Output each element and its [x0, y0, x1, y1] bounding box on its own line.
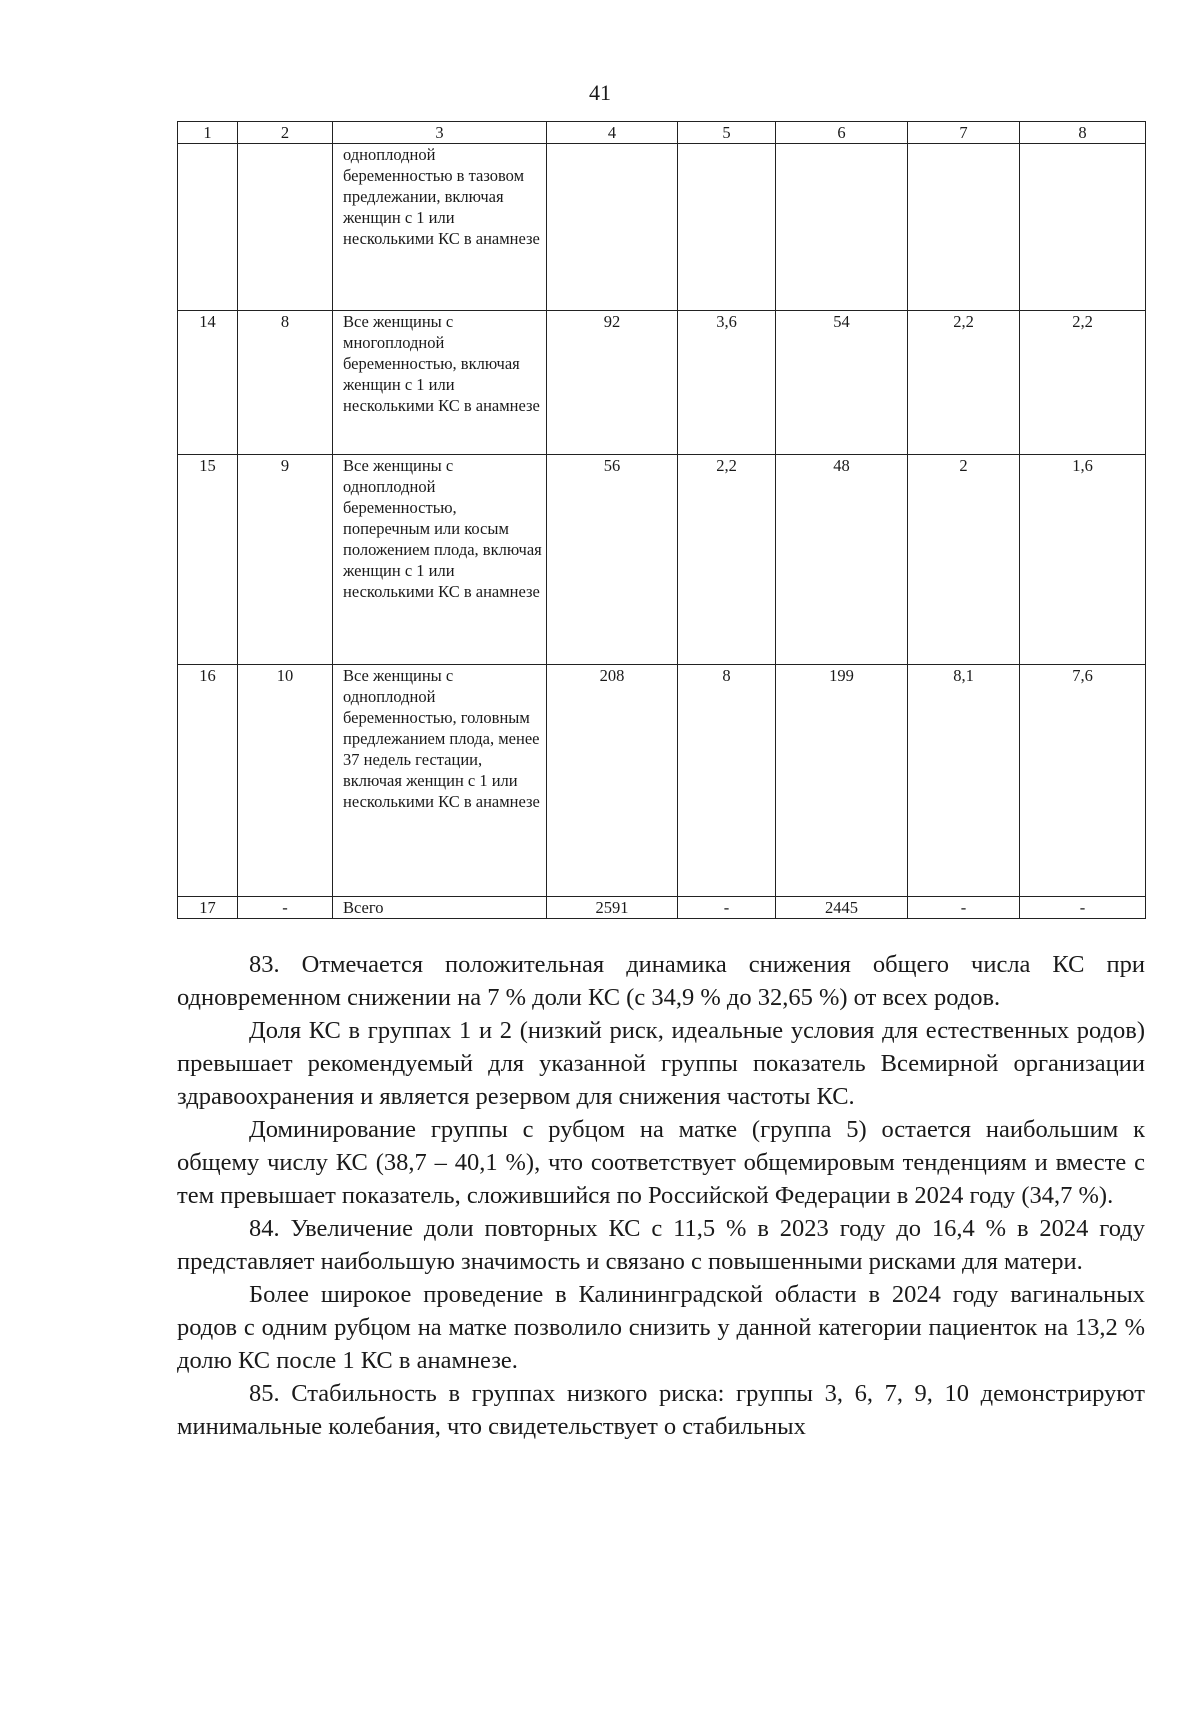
paragraph: 83. Отмечается положительная динамика снижения общего числа КС при одновременном снижении на 7 % доли КС (с 34,9 % до 32,65 %) от всех родов.	[177, 951, 1145, 1011]
cell-value: 54	[776, 311, 908, 455]
col-header-4: 4	[547, 122, 678, 144]
table-row	[178, 144, 1146, 311]
cell-value: 2591	[547, 897, 678, 919]
cell-group-description: одноплодной беременностью в тазовом предлежании, включая женщин с 1 или несколькими КС в анамнезе	[333, 144, 547, 311]
cell-value: -	[908, 897, 1020, 919]
statistics-table	[177, 121, 1146, 919]
paragraph: Доля КС в группах 1 и 2 (низкий риск, идеальные условия для естественных родов) превышает рекомендуемый для указанной группы показатель Всемирной организации здравоохранения и является резервом для снижения частоты КС.	[177, 1017, 1145, 1110]
cell-value: 2,2	[1020, 311, 1146, 455]
cell-row-number: 17	[178, 897, 238, 919]
table-row	[178, 455, 1146, 665]
cell-value: 56	[547, 455, 678, 665]
cell-value	[678, 144, 776, 311]
page-number: 41	[589, 80, 611, 105]
cell-value: 2,2	[678, 455, 776, 665]
col-header-5: 5	[678, 122, 776, 144]
table-row-total	[178, 897, 1146, 919]
cell-value: 8,1	[908, 665, 1020, 897]
cell-group-number: -	[238, 897, 333, 919]
table-header-row	[178, 122, 1146, 144]
cell-group-number: 8	[238, 311, 333, 455]
paragraph: 84. Увеличение доли повторных КС с 11,5 % в 2023 году до 16,4 % в 2024 году представляет наибольшую значимость и связано с повышенными рисками для матери.	[177, 1215, 1145, 1275]
cell-value: 48	[776, 455, 908, 665]
cell-group-number: 9	[238, 455, 333, 665]
cell-group-description: Все женщины с многоплодной беременностью, включая женщин с 1 или несколькими КС в анамнезе	[333, 311, 547, 455]
table-row	[178, 665, 1146, 897]
cell-value	[1020, 144, 1146, 311]
col-header-7: 7	[908, 122, 1020, 144]
table-row	[178, 311, 1146, 455]
cell-group-description: Все женщины с одноплодной беременностью, поперечным или косым положением плода, включая женщин с 1 или несколькими КС в анамнезе	[333, 455, 547, 665]
col-header-2: 2	[238, 122, 333, 144]
cell-value	[776, 144, 908, 311]
cell-row-number: 14	[178, 311, 238, 455]
cell-group-description: Все женщины с одноплодной беременностью, головным предлежанием плода, менее 37 недель гестации, включая женщин с 1 или несколькими КС в анамнезе	[333, 665, 547, 897]
paragraph: Более широкое проведение в Калининградской области в 2024 году вагинальных родов с одним рубцом на матке позволило снизить у данной категории пациенток на 13,2 % долю КС после 1 КС в анамнезе.	[177, 1281, 1145, 1374]
cell-value	[547, 144, 678, 311]
cell-value: -	[678, 897, 776, 919]
paragraph: Доминирование группы с рубцом на матке (группа 5) остается наибольшим к общему числу КС (38,7 – 40,1 %), что соответствует общемировым тенденциям и вместе с тем превышает показатель, сложившийся по Российской Федерации в 2024 году (34,7 %).	[177, 1116, 1145, 1209]
col-header-8: 8	[1020, 122, 1146, 144]
cell-value: 1,6	[1020, 455, 1146, 665]
col-header-6: 6	[776, 122, 908, 144]
cell-row-number: 15	[178, 455, 238, 665]
cell-value: 208	[547, 665, 678, 897]
cell-value: 2	[908, 455, 1020, 665]
col-header-3: 3	[333, 122, 547, 144]
cell-value: 199	[776, 665, 908, 897]
cell-value: 8	[678, 665, 776, 897]
cell-row-number: 16	[178, 665, 238, 897]
cell-total-label: Всего	[333, 897, 547, 919]
cell-value	[908, 144, 1020, 311]
col-header-1: 1	[178, 122, 238, 144]
cell-value: 3,6	[678, 311, 776, 455]
cell-value: 92	[547, 311, 678, 455]
cell-value: 2445	[776, 897, 908, 919]
paragraph: 85. Стабильность в группах низкого риска: группы 3, 6, 7, 9, 10 демонстрируют минимальные колебания, что свидетельствует о стабильных	[177, 1380, 1145, 1440]
cell-group-number	[238, 144, 333, 311]
cell-row-number	[178, 144, 238, 311]
body-text	[177, 948, 1145, 1443]
cell-value: 2,2	[908, 311, 1020, 455]
cell-value: 7,6	[1020, 665, 1146, 897]
cell-group-number: 10	[238, 665, 333, 897]
cell-value: -	[1020, 897, 1146, 919]
